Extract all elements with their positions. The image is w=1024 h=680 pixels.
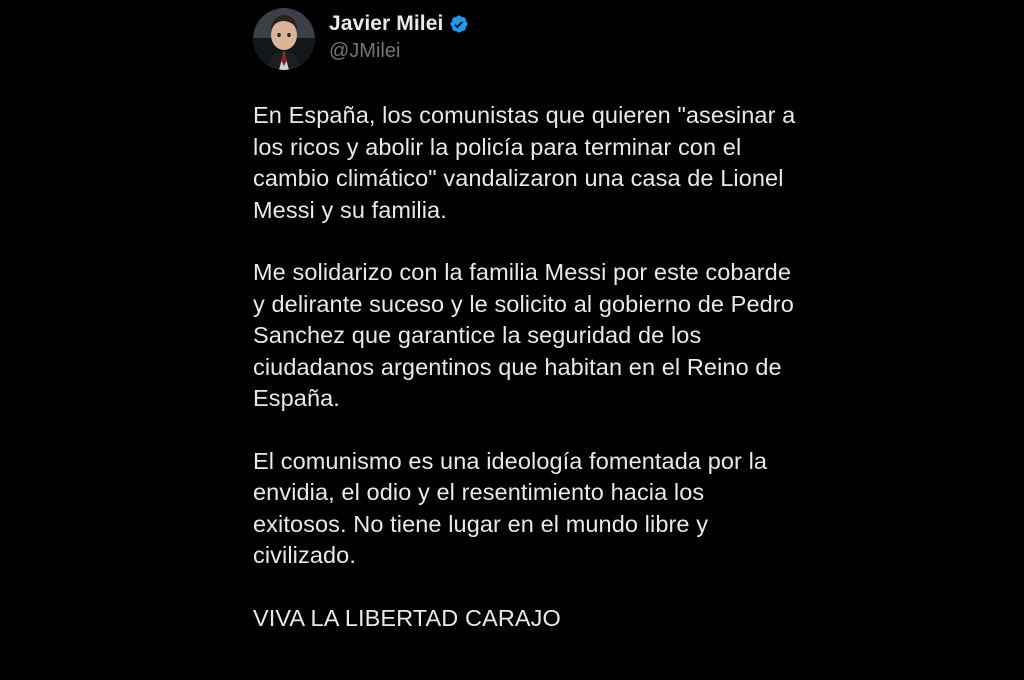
- avatar[interactable]: [253, 8, 315, 70]
- tweet-paragraph-2: Me solidarizo con la familia Messi por este cobarde y delirante suceso y le solicito al gobierno de Pedro Sanchez que garantice la seguridad de los ciudadanos argentinos que habitan en el Reino de España.: [253, 259, 801, 411]
- tweet-text: [253, 100, 802, 634]
- display-name[interactable]: Javier Milei: [329, 12, 444, 35]
- name-row: [329, 12, 469, 36]
- tweet-paragraph-1: En España, los comunistas que quieren "asesinar a los ricos y abolir la policía para terminar con el cambio climático" vandalizaron una casa de Lionel Messi y su familia.: [253, 102, 802, 223]
- tweet-header: [253, 8, 469, 70]
- tweet-paragraph-4: VIVA LA LIBERTAD CARAJO: [253, 604, 561, 631]
- verified-badge-icon: [449, 14, 469, 34]
- tweet-paragraph-3: El comunismo es una ideología fomentada por la envidia, el odio y el resentimiento hacia los exitosos. No tiene lugar en el mundo libre y civilizado.: [253, 447, 774, 568]
- handle[interactable]: @JMilei: [329, 40, 401, 62]
- identity-block: [329, 8, 469, 63]
